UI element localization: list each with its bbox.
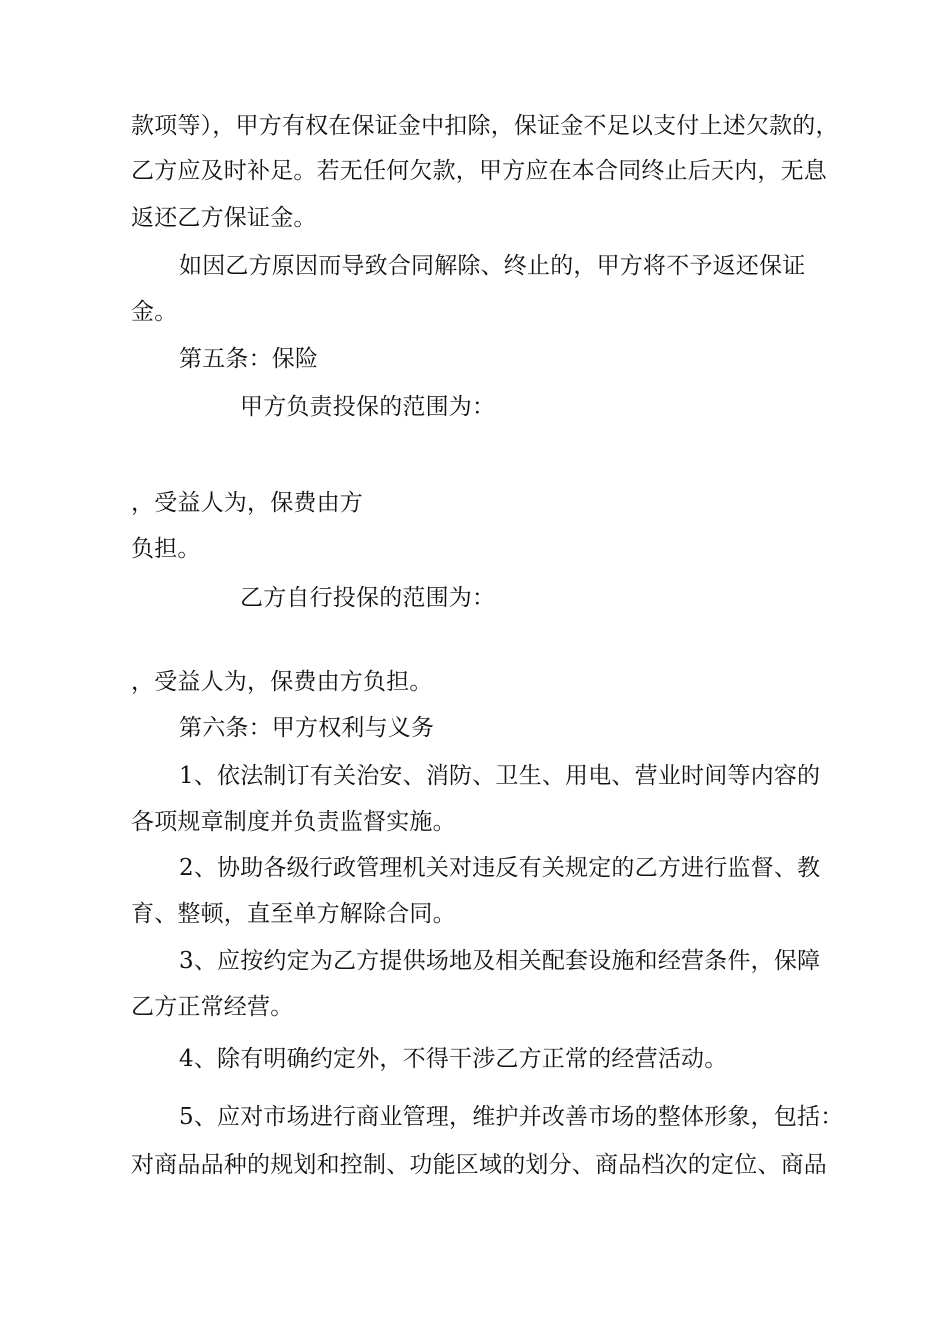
text-line: 5、应对市场进行商业管理，维护并改善市场的整体形象，包括： xyxy=(179,1104,844,1130)
text-line: 如因乙方原因而导致合同解除、终止的，甲方将不予返还保证 xyxy=(179,253,806,279)
section-heading: 第六条：甲方权利与义务 xyxy=(179,715,435,741)
text-line: 款项等），甲方有权在保证金中扣除，保证金不足以支付上述欠款的， xyxy=(131,113,839,139)
text-line: 乙方正常经营。 xyxy=(131,994,294,1020)
text-line: 乙方应及时补足。若无任何欠款，甲方应在本合同终止后天内，无息 xyxy=(131,158,827,184)
text-line: 返还乙方保证金。 xyxy=(131,205,317,231)
text-line: 3、应按约定为乙方提供场地及相关配套设施和经营条件，保障 xyxy=(179,948,821,974)
text-line: 育、整顿，直至单方解除合同。 xyxy=(131,901,456,927)
text-line: 对商品品种的规划和控制、功能区域的划分、商品档次的定位、商品 xyxy=(131,1152,827,1178)
text-line: ，受益人为，保费由方负担。 xyxy=(131,669,433,695)
text-line: ，受益人为，保费由方 xyxy=(131,490,363,516)
text-line: 金。 xyxy=(131,299,178,325)
text-line: 各项规章制度并负责监督实施。 xyxy=(131,809,456,835)
text-line: 4、除有明确约定外，不得干涉乙方正常的经营活动。 xyxy=(179,1046,728,1072)
text-line: 乙方自行投保的范围为： xyxy=(240,585,496,611)
text-line: 甲方负责投保的范围为： xyxy=(240,394,496,420)
text-line: 1、依法制订有关治安、消防、卫生、用电、营业时间等内容的 xyxy=(179,763,821,789)
section-heading: 第五条：保险 xyxy=(179,346,319,372)
text-line: 负担。 xyxy=(131,536,201,562)
text-line: 2、协助各级行政管理机关对违反有关规定的乙方进行监督、教 xyxy=(179,855,821,881)
